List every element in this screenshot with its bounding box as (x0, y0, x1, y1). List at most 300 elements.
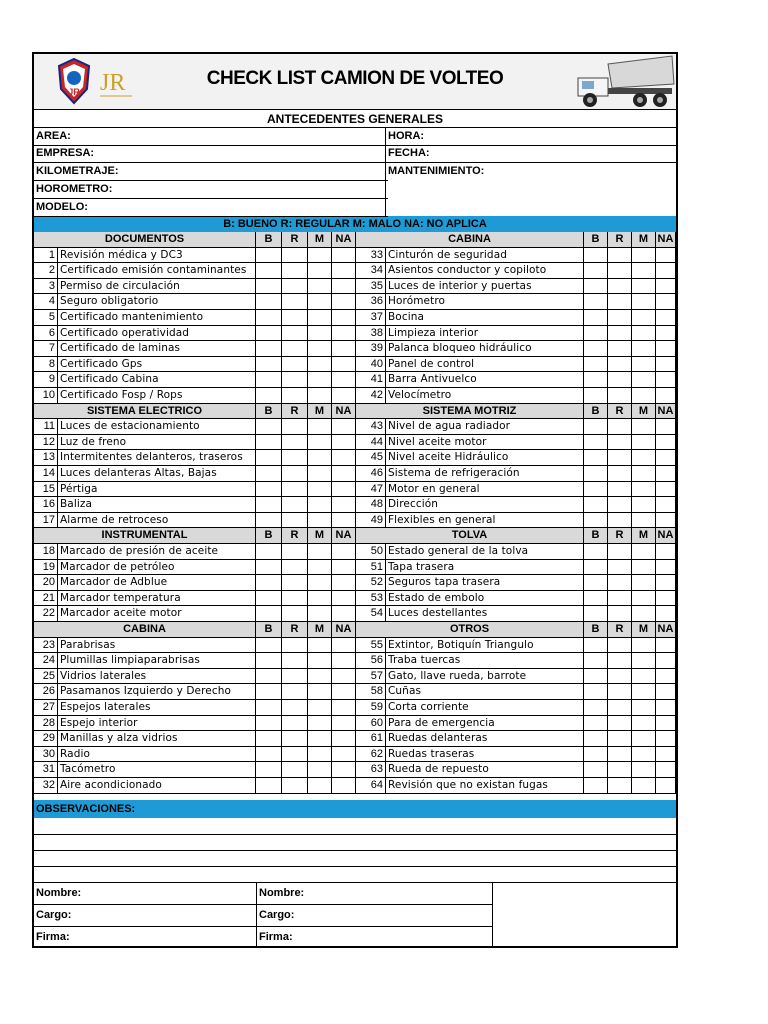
rating-checkbox-cell[interactable] (632, 700, 656, 716)
rating-checkbox-cell[interactable] (332, 435, 356, 451)
rating-checkbox-cell[interactable] (256, 435, 282, 451)
rating-checkbox-cell[interactable] (608, 560, 632, 576)
rating-checkbox-cell[interactable] (632, 653, 656, 669)
rating-checkbox-cell[interactable] (308, 762, 332, 778)
rating-checkbox-cell[interactable] (332, 669, 356, 685)
signature-field-left-firma[interactable]: Firma: (36, 931, 70, 943)
rating-checkbox-cell[interactable] (632, 497, 656, 513)
rating-checkbox-cell[interactable] (256, 591, 282, 607)
rating-checkbox-cell[interactable] (584, 575, 608, 591)
rating-checkbox-cell[interactable] (656, 263, 676, 279)
rating-checkbox-cell[interactable] (332, 778, 356, 794)
rating-checkbox-cell[interactable] (282, 419, 308, 435)
item-number: 38 (356, 326, 386, 342)
signature-field-left-nombre[interactable]: Nombre: (36, 887, 82, 899)
rating-checkbox-cell[interactable] (282, 591, 308, 607)
signature-field-right-nombre[interactable]: Nombre: (259, 887, 305, 899)
rating-checkbox-cell[interactable] (656, 747, 676, 763)
rating-checkbox-cell[interactable] (256, 248, 282, 264)
rating-checkbox-cell[interactable] (608, 450, 632, 466)
rating-checkbox-cell[interactable] (632, 544, 656, 560)
rating-checkbox-cell[interactable] (308, 310, 332, 326)
rating-checkbox-cell[interactable] (656, 591, 676, 607)
rating-checkbox-cell[interactable] (308, 653, 332, 669)
rating-checkbox-cell[interactable] (656, 513, 676, 529)
signature-field-right-firma[interactable]: Firma: (259, 931, 293, 943)
rating-checkbox-cell[interactable] (632, 326, 656, 342)
rating-checkbox-cell[interactable] (608, 372, 632, 388)
rating-checkbox-cell[interactable] (308, 669, 332, 685)
rating-col-header: M (308, 404, 332, 420)
rating-checkbox-cell[interactable] (608, 263, 632, 279)
rating-checkbox-cell[interactable] (256, 747, 282, 763)
item-number: 3 (34, 279, 58, 295)
rating-checkbox-cell[interactable] (656, 638, 676, 654)
rating-checkbox-cell[interactable] (282, 310, 308, 326)
rating-checkbox-cell[interactable] (608, 544, 632, 560)
rating-checkbox-cell[interactable] (332, 450, 356, 466)
rating-col-header: R (282, 528, 308, 544)
rating-checkbox-cell[interactable] (332, 747, 356, 763)
rating-checkbox-cell[interactable] (282, 341, 308, 357)
rating-checkbox-cell[interactable] (632, 310, 656, 326)
item-label: Marcador de petróleo (58, 560, 256, 576)
rating-checkbox-cell[interactable] (632, 466, 656, 482)
rating-checkbox-cell[interactable] (282, 778, 308, 794)
rating-checkbox-cell[interactable] (256, 326, 282, 342)
rating-checkbox-cell[interactable] (332, 638, 356, 654)
rating-checkbox-cell[interactable] (584, 248, 608, 264)
rating-checkbox-cell[interactable] (632, 419, 656, 435)
item-label: Palanca bloqueo hidráulico (386, 341, 584, 357)
rating-checkbox-cell[interactable] (256, 341, 282, 357)
rating-checkbox-cell[interactable] (308, 419, 332, 435)
rating-checkbox-cell[interactable] (256, 731, 282, 747)
rating-checkbox-cell[interactable] (282, 263, 308, 279)
rating-checkbox-cell[interactable] (608, 466, 632, 482)
rating-checkbox-cell[interactable] (282, 638, 308, 654)
rating-checkbox-cell[interactable] (282, 700, 308, 716)
rating-checkbox-cell[interactable] (332, 279, 356, 295)
rating-checkbox-cell[interactable] (256, 575, 282, 591)
rating-checkbox-cell[interactable] (332, 497, 356, 513)
rating-checkbox-cell[interactable] (308, 248, 332, 264)
observation-line[interactable] (34, 850, 676, 851)
rating-checkbox-cell[interactable] (256, 450, 282, 466)
rating-checkbox-cell[interactable] (256, 372, 282, 388)
rating-checkbox-cell[interactable] (282, 497, 308, 513)
rating-checkbox-cell[interactable] (332, 466, 356, 482)
rating-checkbox-cell[interactable] (632, 560, 656, 576)
rating-checkbox-cell[interactable] (282, 669, 308, 685)
rating-checkbox-cell[interactable] (282, 575, 308, 591)
rating-checkbox-cell[interactable] (308, 544, 332, 560)
rating-checkbox-cell[interactable] (632, 372, 656, 388)
rating-checkbox-cell[interactable] (608, 684, 632, 700)
rating-checkbox-cell[interactable] (282, 716, 308, 732)
item-label: Pértiga (58, 482, 256, 498)
rating-checkbox-cell[interactable] (608, 279, 632, 295)
rating-checkbox-cell[interactable] (632, 279, 656, 295)
rating-checkbox-cell[interactable] (584, 466, 608, 482)
rating-checkbox-cell[interactable] (584, 700, 608, 716)
rating-checkbox-cell[interactable] (584, 669, 608, 685)
rating-checkbox-cell[interactable] (256, 482, 282, 498)
rating-checkbox-cell[interactable] (256, 762, 282, 778)
rating-checkbox-cell[interactable] (584, 326, 608, 342)
rating-checkbox-cell[interactable] (308, 450, 332, 466)
rating-checkbox-cell[interactable] (656, 762, 676, 778)
rating-checkbox-cell[interactable] (656, 326, 676, 342)
rating-checkbox-cell[interactable] (656, 248, 676, 264)
rating-checkbox-cell[interactable] (608, 482, 632, 498)
rating-checkbox-cell[interactable] (308, 513, 332, 529)
rating-checkbox-cell[interactable] (608, 248, 632, 264)
rating-checkbox-cell[interactable] (332, 326, 356, 342)
rating-checkbox-cell[interactable] (656, 450, 676, 466)
rating-checkbox-cell[interactable] (608, 762, 632, 778)
rating-checkbox-cell[interactable] (282, 513, 308, 529)
rating-checkbox-cell[interactable] (308, 435, 332, 451)
rating-checkbox-cell[interactable] (656, 497, 676, 513)
rating-checkbox-cell[interactable] (256, 310, 282, 326)
rating-checkbox-cell[interactable] (608, 778, 632, 794)
rating-checkbox-cell[interactable] (332, 513, 356, 529)
rating-checkbox-cell[interactable] (332, 482, 356, 498)
rating-checkbox-cell[interactable] (308, 388, 332, 404)
rating-checkbox-cell[interactable] (308, 326, 332, 342)
rating-checkbox-cell[interactable] (656, 372, 676, 388)
rating-checkbox-cell[interactable] (608, 716, 632, 732)
rating-checkbox-cell[interactable] (632, 341, 656, 357)
rating-checkbox-cell[interactable] (332, 591, 356, 607)
rating-checkbox-cell[interactable] (584, 497, 608, 513)
rating-checkbox-cell[interactable] (256, 497, 282, 513)
rating-checkbox-cell[interactable] (656, 357, 676, 373)
rating-checkbox-cell[interactable] (256, 700, 282, 716)
rating-checkbox-cell[interactable] (632, 575, 656, 591)
item-label: Limpieza interior (386, 326, 584, 342)
rating-checkbox-cell[interactable] (282, 279, 308, 295)
rating-checkbox-cell[interactable] (308, 560, 332, 576)
rating-checkbox-cell[interactable] (282, 544, 308, 560)
rating-checkbox-cell[interactable] (584, 653, 608, 669)
item-number: 44 (356, 435, 386, 451)
rating-checkbox-cell[interactable] (632, 716, 656, 732)
rating-checkbox-cell[interactable] (584, 294, 608, 310)
rating-checkbox-cell[interactable] (332, 606, 356, 622)
rating-checkbox-cell[interactable] (308, 279, 332, 295)
rating-checkbox-cell[interactable] (656, 388, 676, 404)
rating-checkbox-cell[interactable] (608, 669, 632, 685)
rating-checkbox-cell[interactable] (256, 606, 282, 622)
rating-checkbox-cell[interactable] (308, 341, 332, 357)
rating-checkbox-cell[interactable] (308, 778, 332, 794)
rating-checkbox-cell[interactable] (282, 762, 308, 778)
rating-checkbox-cell[interactable] (584, 310, 608, 326)
rating-checkbox-cell[interactable] (256, 263, 282, 279)
rating-checkbox-cell[interactable] (256, 669, 282, 685)
general-field-empresa[interactable]: EMPRESA: (34, 145, 388, 163)
item-label: Cinturón de seguridad (386, 248, 584, 264)
general-field-horometro[interactable]: HOROMETRO: (34, 180, 388, 199)
rating-checkbox-cell[interactable] (256, 513, 282, 529)
rating-checkbox-cell[interactable] (332, 372, 356, 388)
rating-checkbox-cell[interactable] (584, 606, 608, 622)
rating-checkbox-cell[interactable] (632, 669, 656, 685)
rating-checkbox-cell[interactable] (256, 638, 282, 654)
rating-checkbox-cell[interactable] (584, 435, 608, 451)
item-number: 56 (356, 653, 386, 669)
general-field-modelo[interactable]: MODELO: (34, 198, 388, 217)
rating-checkbox-cell[interactable] (608, 747, 632, 763)
rating-checkbox-cell[interactable] (632, 778, 656, 794)
rating-checkbox-cell[interactable] (608, 513, 632, 529)
item-number: 31 (34, 762, 58, 778)
rating-checkbox-cell[interactable] (584, 450, 608, 466)
rating-checkbox-cell[interactable] (332, 544, 356, 560)
rating-checkbox-cell[interactable] (584, 762, 608, 778)
general-heading: ANTECEDENTES GENERALES (34, 110, 676, 128)
rating-checkbox-cell[interactable] (256, 357, 282, 373)
rating-checkbox-cell[interactable] (584, 684, 608, 700)
rating-checkbox-cell[interactable] (656, 778, 676, 794)
rating-checkbox-cell[interactable] (632, 731, 656, 747)
rating-checkbox-cell[interactable] (308, 357, 332, 373)
rating-checkbox-cell[interactable] (332, 684, 356, 700)
general-field-hora[interactable]: HORA: (386, 128, 678, 146)
rating-checkbox-cell[interactable] (332, 560, 356, 576)
rating-checkbox-cell[interactable] (256, 294, 282, 310)
rating-checkbox-cell[interactable] (332, 248, 356, 264)
rating-checkbox-cell[interactable] (308, 716, 332, 732)
rating-checkbox-cell[interactable] (282, 653, 308, 669)
rating-checkbox-cell[interactable] (332, 762, 356, 778)
rating-checkbox-cell[interactable] (608, 357, 632, 373)
rating-checkbox-cell[interactable] (584, 279, 608, 295)
rating-checkbox-cell[interactable] (332, 419, 356, 435)
rating-checkbox-cell[interactable] (656, 341, 676, 357)
rating-checkbox-cell[interactable] (632, 513, 656, 529)
rating-checkbox-cell[interactable] (308, 294, 332, 310)
rating-checkbox-cell[interactable] (308, 482, 332, 498)
rating-checkbox-cell[interactable] (632, 591, 656, 607)
general-field-mantenimiento[interactable]: MANTENIMIENTO: (388, 165, 485, 177)
rating-checkbox-cell[interactable] (308, 638, 332, 654)
rating-checkbox-cell[interactable] (332, 294, 356, 310)
rating-checkbox-cell[interactable] (632, 606, 656, 622)
rating-checkbox-cell[interactable] (308, 466, 332, 482)
rating-checkbox-cell[interactable] (282, 747, 308, 763)
item-number: 46 (356, 466, 386, 482)
signature-field-right-cargo[interactable]: Cargo: (259, 909, 295, 921)
rating-checkbox-cell[interactable] (656, 606, 676, 622)
rating-checkbox-cell[interactable] (608, 653, 632, 669)
rating-checkbox-cell[interactable] (656, 653, 676, 669)
item-number: 32 (34, 778, 58, 794)
rating-checkbox-cell[interactable] (256, 684, 282, 700)
rating-checkbox-cell[interactable] (584, 372, 608, 388)
rating-checkbox-cell[interactable] (584, 731, 608, 747)
rating-checkbox-cell[interactable] (282, 357, 308, 373)
rating-checkbox-cell[interactable] (656, 731, 676, 747)
rating-checkbox-cell[interactable] (656, 544, 676, 560)
rating-checkbox-cell[interactable] (656, 294, 676, 310)
observation-line[interactable] (34, 834, 676, 835)
rating-checkbox-cell[interactable] (608, 294, 632, 310)
rating-checkbox-cell[interactable] (632, 248, 656, 264)
rating-checkbox-cell[interactable] (632, 388, 656, 404)
rating-checkbox-cell[interactable] (584, 419, 608, 435)
rating-checkbox-cell[interactable] (584, 388, 608, 404)
rating-checkbox-cell[interactable] (632, 435, 656, 451)
item-number: 12 (34, 435, 58, 451)
rating-checkbox-cell[interactable] (282, 326, 308, 342)
rating-checkbox-cell[interactable] (308, 372, 332, 388)
rating-checkbox-cell[interactable] (282, 482, 308, 498)
rating-checkbox-cell[interactable] (632, 294, 656, 310)
rating-checkbox-cell[interactable] (308, 684, 332, 700)
rating-checkbox-cell[interactable] (656, 466, 676, 482)
rating-checkbox-cell[interactable] (308, 263, 332, 279)
rating-checkbox-cell[interactable] (256, 388, 282, 404)
rating-checkbox-cell[interactable] (256, 716, 282, 732)
rating-checkbox-cell[interactable] (308, 700, 332, 716)
rating-checkbox-cell[interactable] (656, 310, 676, 326)
rating-checkbox-cell[interactable] (308, 731, 332, 747)
rating-checkbox-cell[interactable] (608, 310, 632, 326)
rating-checkbox-cell[interactable] (656, 435, 676, 451)
rating-checkbox-cell[interactable] (608, 700, 632, 716)
rating-checkbox-cell[interactable] (632, 263, 656, 279)
rating-col-header: NA (656, 622, 676, 638)
rating-checkbox-cell[interactable] (282, 248, 308, 264)
rating-checkbox-cell[interactable] (282, 372, 308, 388)
rating-checkbox-cell[interactable] (584, 263, 608, 279)
rating-checkbox-cell[interactable] (632, 482, 656, 498)
rating-checkbox-cell[interactable] (608, 388, 632, 404)
rating-checkbox-cell[interactable] (308, 497, 332, 513)
item-number: 7 (34, 341, 58, 357)
general-field-area[interactable]: AREA: (34, 128, 388, 146)
rating-checkbox-cell[interactable] (308, 747, 332, 763)
observation-line[interactable] (34, 866, 676, 867)
rating-checkbox-cell[interactable] (282, 606, 308, 622)
rating-checkbox-cell[interactable] (584, 560, 608, 576)
rating-checkbox-cell[interactable] (282, 560, 308, 576)
rating-checkbox-cell[interactable] (308, 606, 332, 622)
rating-checkbox-cell[interactable] (632, 357, 656, 373)
rating-checkbox-cell[interactable] (282, 466, 308, 482)
rating-checkbox-cell[interactable] (332, 263, 356, 279)
rating-checkbox-cell[interactable] (256, 653, 282, 669)
rating-checkbox-cell[interactable] (332, 575, 356, 591)
rating-checkbox-cell[interactable] (656, 279, 676, 295)
rating-checkbox-cell[interactable] (608, 326, 632, 342)
rating-checkbox-cell[interactable] (584, 638, 608, 654)
item-label: Para de emergencia (386, 716, 584, 732)
rating-checkbox-cell[interactable] (608, 575, 632, 591)
rating-checkbox-cell[interactable] (256, 279, 282, 295)
rating-checkbox-cell[interactable] (282, 294, 308, 310)
rating-checkbox-cell[interactable] (282, 435, 308, 451)
rating-checkbox-cell[interactable] (608, 419, 632, 435)
rating-checkbox-cell[interactable] (308, 591, 332, 607)
rating-checkbox-cell[interactable] (282, 450, 308, 466)
rating-checkbox-cell[interactable] (332, 357, 356, 373)
rating-checkbox-cell[interactable] (632, 638, 656, 654)
rating-col-header: NA (332, 404, 356, 420)
rating-checkbox-cell[interactable] (584, 747, 608, 763)
rating-checkbox-cell[interactable] (632, 450, 656, 466)
signature-field-left-cargo[interactable]: Cargo: (36, 909, 72, 921)
general-field-kilometraje[interactable]: KILOMETRAJE: (34, 162, 388, 181)
general-field-fecha[interactable]: FECHA: (386, 145, 678, 163)
item-number: 10 (34, 388, 58, 404)
item-number: 1 (34, 248, 58, 264)
rating-checkbox-cell[interactable] (656, 575, 676, 591)
rating-checkbox-cell[interactable] (332, 731, 356, 747)
rating-checkbox-cell[interactable] (332, 310, 356, 326)
rating-checkbox-cell[interactable] (584, 716, 608, 732)
rating-checkbox-cell[interactable] (584, 513, 608, 529)
rating-checkbox-cell[interactable] (256, 544, 282, 560)
rating-checkbox-cell[interactable] (332, 716, 356, 732)
item-number: 17 (34, 513, 58, 529)
rating-checkbox-cell[interactable] (656, 419, 676, 435)
rating-checkbox-cell[interactable] (584, 591, 608, 607)
item-number: 14 (34, 466, 58, 482)
rating-checkbox-cell[interactable] (608, 731, 632, 747)
rating-checkbox-cell[interactable] (256, 778, 282, 794)
rating-checkbox-cell[interactable] (584, 482, 608, 498)
rating-checkbox-cell[interactable] (256, 466, 282, 482)
item-label: Certificado Gps (58, 357, 256, 373)
rating-checkbox-cell[interactable] (282, 731, 308, 747)
rating-checkbox-cell[interactable] (584, 544, 608, 560)
item-number: 13 (34, 450, 58, 466)
rating-checkbox-cell[interactable] (332, 700, 356, 716)
rating-checkbox-cell[interactable] (632, 762, 656, 778)
rating-checkbox-cell[interactable] (608, 341, 632, 357)
rating-checkbox-cell[interactable] (632, 747, 656, 763)
rating-checkbox-cell[interactable] (608, 591, 632, 607)
rating-checkbox-cell[interactable] (656, 684, 676, 700)
rating-checkbox-cell[interactable] (332, 653, 356, 669)
rating-checkbox-cell[interactable] (656, 560, 676, 576)
rating-checkbox-cell[interactable] (656, 700, 676, 716)
rating-checkbox-cell[interactable] (656, 669, 676, 685)
rating-col-header: M (632, 528, 656, 544)
rating-checkbox-cell[interactable] (332, 388, 356, 404)
rating-checkbox-cell[interactable] (608, 606, 632, 622)
rating-checkbox-cell[interactable] (584, 357, 608, 373)
rating-checkbox-cell[interactable] (608, 497, 632, 513)
rating-checkbox-cell[interactable] (256, 419, 282, 435)
rating-checkbox-cell[interactable] (282, 388, 308, 404)
rating-checkbox-cell[interactable] (608, 435, 632, 451)
rating-checkbox-cell[interactable] (632, 684, 656, 700)
rating-checkbox-cell[interactable] (332, 341, 356, 357)
rating-checkbox-cell[interactable] (608, 638, 632, 654)
rating-checkbox-cell[interactable] (584, 778, 608, 794)
rating-checkbox-cell[interactable] (584, 341, 608, 357)
rating-checkbox-cell[interactable] (656, 716, 676, 732)
rating-checkbox-cell[interactable] (282, 684, 308, 700)
rating-checkbox-cell[interactable] (256, 560, 282, 576)
rating-checkbox-cell[interactable] (308, 575, 332, 591)
rating-checkbox-cell[interactable] (656, 482, 676, 498)
